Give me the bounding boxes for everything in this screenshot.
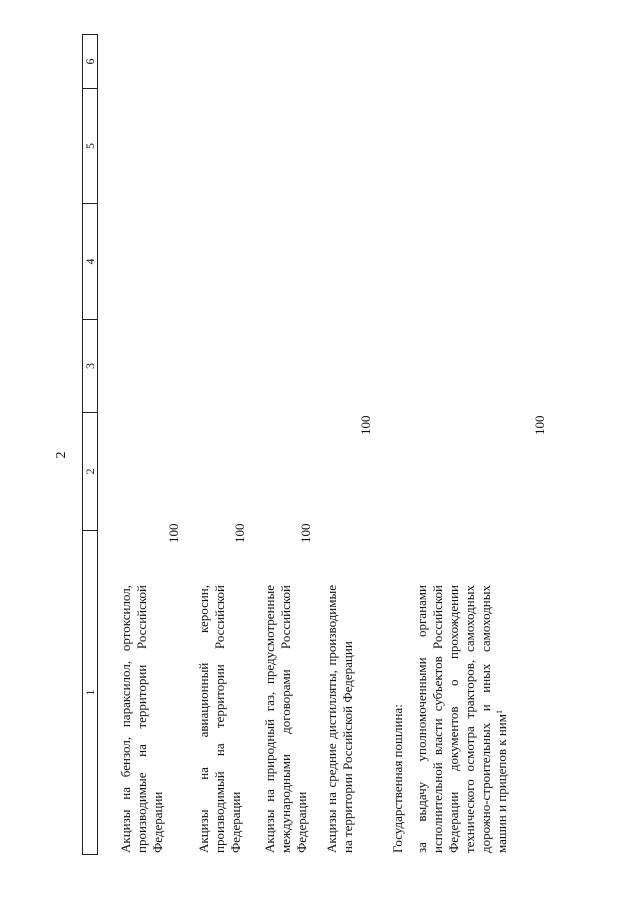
header-col-1: 1 [83, 689, 97, 696]
table-header-row [82, 34, 98, 855]
table-row-text: Акцизы на бензол, параксилол, ортоксилол, производимые на территории Российской Федерации [118, 585, 165, 853]
table-cell-col2: 100 [166, 523, 181, 543]
header-col-5: 5 [83, 89, 97, 204]
table-cell-col3: 100 [358, 415, 373, 435]
table-cell-col2: 100 [232, 523, 247, 543]
footnote-mark: 1 [495, 710, 504, 715]
row-text-content: за выдачу уполномоченными органами исполнительной власти субъектов Российской Федерации документов о прохождении технического осмотра тракторов, самоходных дорожно-строительных и иных самоходных машин и прицепов к ним [414, 585, 509, 853]
header-col-2: 2 [83, 413, 97, 531]
header-col-3: 3 [83, 320, 97, 413]
table-row-text: Акцизы на природный газ, предусмотренные международными договорами Российской Федерации [262, 585, 309, 853]
section-heading: Государственная пошлина: [390, 704, 405, 853]
table-row-text [414, 585, 510, 853]
page-number: 2 [54, 451, 69, 459]
table-cell-col3: 100 [532, 415, 547, 435]
table-row-text: Акцизы на средние дистилляты, производимые на территории Российской Федерации [324, 585, 355, 853]
table-row-text: Акцизы на авиационный керосин, производимый на территории Российской Федерации [196, 585, 243, 853]
table-cell-col2: 100 [298, 523, 313, 543]
header-col-6: 6 [83, 35, 97, 89]
header-col-4: 4 [83, 204, 97, 320]
